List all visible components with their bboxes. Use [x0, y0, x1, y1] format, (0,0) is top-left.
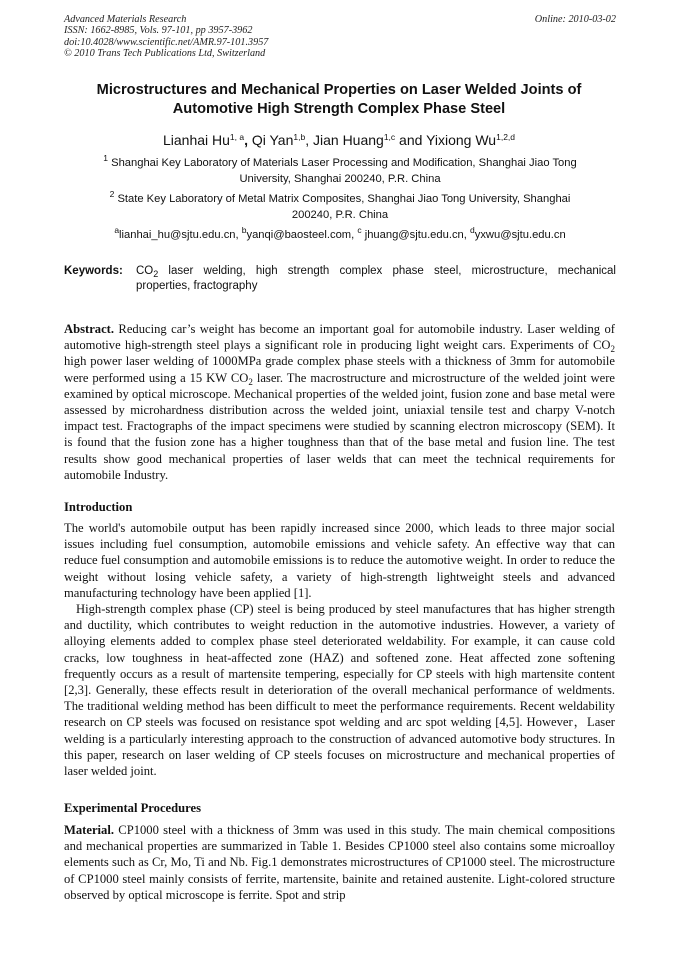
title-line-1: Microstructures and Mechanical Properties on Laser Welded Joints of	[96, 82, 582, 98]
keywords-line-1	[136, 264, 616, 279]
experimental-heading: Experimental Procedures	[64, 801, 201, 815]
abstract-text-1: Reducing car’s weight has become an important goal for automobile industry. Laser welding of automotive high-strength steel plays a significant role in producing light weight cars. Experiments of CO	[64, 322, 615, 353]
abstract-text-3: laser. The macrostructure and microstructure of the welded joint were examined by optical microscope. Mechanical properties of the welded joint, fusion zone and base metal were assessed by microhardness distribution across the welded joint, uniaxial tensile test and charpy V-notch impact test. Fractographs of the impact specimens were studied by scanning electron microscopy (SEM). It is found that the fusion zone has a higher toughness than that of the base metal and fusion line. The test results show good mechanical properties of laser welds that can meet the technical requirements for automobile Industry.	[64, 370, 615, 482]
author-2-affil: 1,b	[293, 132, 306, 142]
online-date: Online: 2010-03-02	[534, 14, 616, 25]
email-a-marker: a	[114, 225, 120, 235]
material-label: Material.	[64, 823, 114, 837]
introduction-heading: Introduction	[64, 500, 133, 514]
material-paragraph	[64, 822, 615, 903]
author-list	[40, 131, 638, 149]
abstract	[64, 321, 615, 483]
author-sep: ,	[244, 132, 252, 148]
author-emails	[64, 225, 616, 243]
affiliation-2-number: 2	[109, 189, 115, 199]
affiliation-2-line-1: State Key Laboratory of Metal Matrix Composites, Shanghai Jiao Tong University, Shanghai	[117, 193, 571, 205]
email-b: yanqi@baosteel.com,	[246, 229, 358, 241]
affiliation-1	[64, 153, 616, 187]
email-d-marker: d	[469, 225, 475, 235]
material-text: CP1000 steel with a thickness of 3mm was used in this study. The main chemical compositions and mechanical properties are summarized in Table 1. Besides CP1000 steel also contains some microalloy elements such as Cr, Mo, Ti and Nb. Fig.1 demonstrates microstructures of CP1000 steel. The microstructure of CP1000 steel mainly consists of ferrite, martensite, bainite and retained austenite. Light-colored structure observed by optical microscope is ferrite. Spot and strip	[64, 823, 615, 902]
email-b-marker: b	[241, 225, 247, 235]
introduction-paragraph-1: The world's automobile output has been rapidly increased since 2000, which leads to three major social issues including fuel consumption, automobile emissions and vehicle safety. An effective way that can reduce fuel consumption and automobile emissions is to reduce the automotive weight. In order to reduce the weight without losing vehicle safety, a variety of high-strength lightweight steels and advanced manufacturing technology have been applied [1].	[64, 521, 615, 600]
doi-line: doi:10.4028/www.scientific.net/AMR.97-101.3957	[64, 36, 269, 48]
keywords-line-1-rest: laser welding, high strength complex phase steel, microstructure, mechanical	[158, 265, 616, 277]
journal-header	[64, 14, 616, 60]
author-1: Lianhai Hu	[162, 132, 230, 148]
author-sep: and	[395, 132, 427, 148]
copyright-line: © 2010 Trans Tech Publications Ltd, Switzerland	[64, 48, 266, 60]
keyword-co-subscript: 2	[153, 269, 159, 279]
author-sep: ,	[305, 132, 313, 148]
author-4: Yixiong Wu	[426, 132, 497, 148]
author-3: Jian Huang	[313, 132, 384, 148]
abstract-label: Abstract.	[64, 322, 115, 336]
keywords-label: Keywords:	[64, 265, 123, 277]
email-d: yxwu@sjtu.edu.cn	[474, 229, 566, 241]
affiliation-1-number: 1	[103, 153, 108, 163]
author-2: Qi Yan	[251, 132, 294, 148]
abstract-sub-2: 2	[248, 376, 253, 387]
affiliation-2	[64, 189, 616, 223]
title-line-2: Automotive High Strength Complex Phase Steel	[172, 101, 506, 117]
keyword-co: CO	[136, 265, 154, 277]
abstract-sub-1: 2	[610, 344, 615, 355]
issn-line: ISSN: 1662-8985, Vols. 97-101, pp 3957-3962	[64, 25, 253, 37]
email-a: lianhai_hu@sjtu.edu.cn,	[119, 229, 242, 241]
affiliation-1-line-1: Shanghai Key Laboratory of Materials Laser Processing and Modification, Shanghai Jiao Tong	[111, 157, 577, 169]
author-3-affil: 1,c	[383, 132, 396, 142]
author-4-affil: 1,2,d	[496, 132, 516, 142]
abstract-text-2: high power laser welding of 1000MPa grade complex phase steels with a thickness of 3mm for automobile were performed using a 15 KW CO	[64, 354, 615, 385]
introduction-body	[64, 520, 615, 779]
keywords-line-2: properties, fractography	[136, 280, 258, 293]
affiliation-2-line-2: 200240, P.R. China	[291, 208, 389, 221]
journal-name: Advanced Materials Research	[64, 14, 187, 25]
email-c: jhuang@sjtu.edu.cn,	[361, 229, 470, 241]
email-c-marker: c	[357, 225, 362, 235]
affiliation-1-line-2: University, Shanghai 200240, P.R. China	[239, 172, 441, 185]
paper-title	[48, 81, 630, 119]
introduction-paragraph-2: High-strength complex phase (CP) steel is being produced by steel manufactures that has higher strength and ductility, which contributes to weight reduction in the automotive industries. However, a variety of alloying elements added to complex phase steel deteriorated weldability. For example, it can cause cold cracks, low toughness in heat-affected zone (HAZ) and softened zone. Heat affected zone softening frequently occurs as a result of martensite tempering, especially for CP steels with high martensite content [2,3]. Generally, these effects result in deterioration of the overall mechanical performance of weldments. The traditional welding method has been difficult to meet the performance requirements. Recent weldability research on CP steels was focused on resistance spot welding and arc spot welding [4,5]. However，Laser welding is a particularly interesting approach to the construction of advanced automotive body structures. In this paper, research on laser welding of CP steels focuses on microstructure and mechanical properties of laser welded joint.	[64, 602, 615, 779]
author-1-affil: 1, a	[229, 132, 245, 142]
